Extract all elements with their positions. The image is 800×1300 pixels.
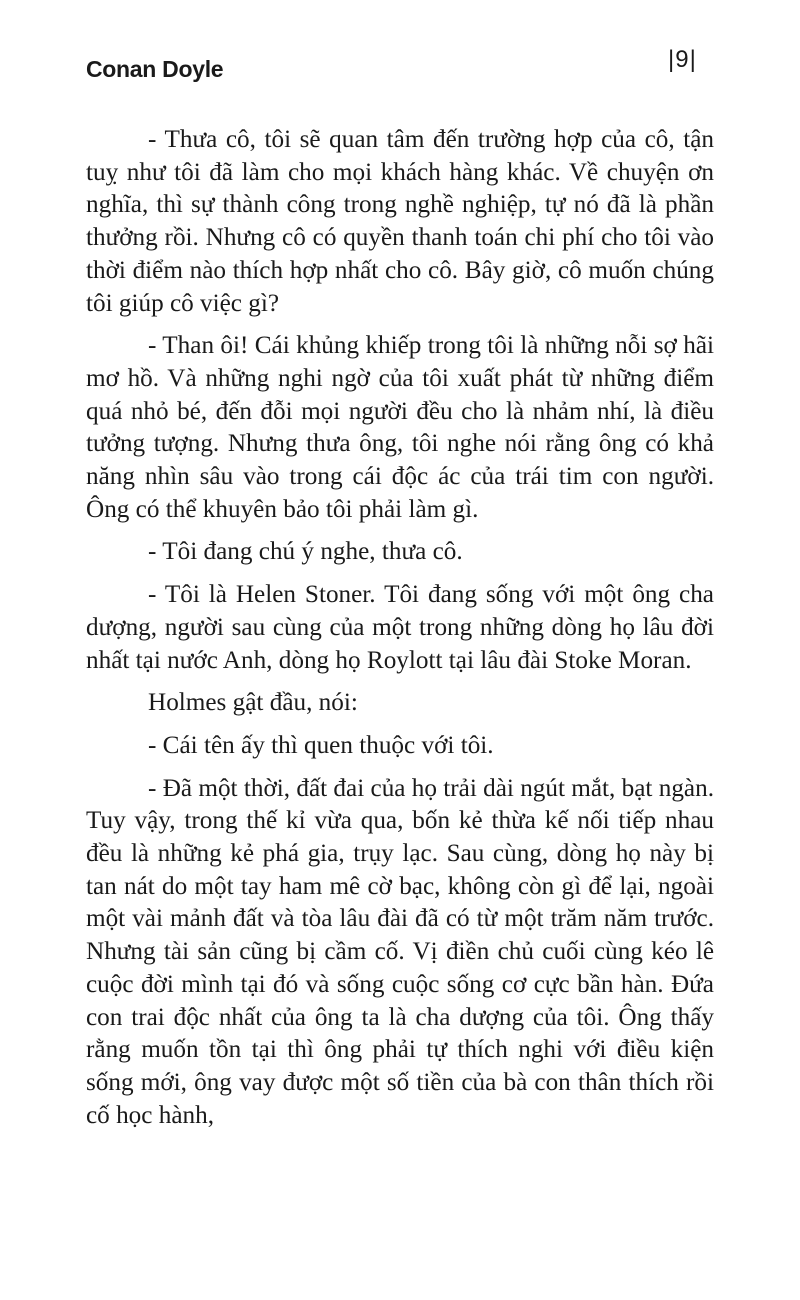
paragraph: - Than ôi! Cái khủng khiếp trong tôi là những nỗi sợ hãi mơ hồ. Và những nghi ngờ của tôi xuất phát từ những điểm quá nhỏ bé, đến đỗi mọi người đều cho là nhảm nhí, là điều tưởng tượng. Nhưng thưa ông, tôi nghe nói rằng ông có khả năng nhìn sâu vào trong cái độc ác của trái tim con người. Ông có thể khuyên bảo tôi phải làm gì. <box>86 332 714 523</box>
body-text <box>86 124 714 1132</box>
paragraph: - Đã một thời, đất đai của họ trải dài ngút mắt, bạt ngàn. Tuy vậy, trong thế kỉ vừa qua, bốn kẻ thừa kế nối tiếp nhau đều là những kẻ phá gia, trụy lạc. Sau cùng, dòng họ này bị tan nát do một tay ham mê cờ bạc, không còn gì để lại, ngoài một vài mảnh đất và tòa lâu đài đã có từ một trăm năm trước. Nhưng tài sản cũng bị cầm cố. Vị điền chủ cuối cùng kéo lê cuộc đời mình tại đó và sống cuộc sống cơ cực bần hàn. Đứa con trai độc nhất của ông ta là cha dượng của tôi. Ông thấy rằng muốn tồn tại thì ông phải tự thích nghi với điều kiện sống mới, ông vay được một số tiền của bà con thân thích rồi cố học hành, <box>86 774 714 1129</box>
running-head-author: Conan Doyle <box>86 56 224 82</box>
paragraph: - Tôi là Helen Stoner. Tôi đang sống với một ông cha dượng, người sau cùng của một trong những dòng họ lâu đời nhất tại nước Anh, dòng họ Roylott tại lâu đài Stoke Moran. <box>86 581 714 674</box>
paragraph: - Cái tên ấy thì quen thuộc với tôi. <box>148 731 494 759</box>
paragraph: - Thưa cô, tôi sẽ quan tâm đến trường hợp của cô, tận tuỵ như tôi đã làm cho mọi khách hàng khác. Về chuyện ơn nghĩa, thì sự thành công trong nghề nghiệp, tự nó đã là phần thưởng rồi. Nhưng cô có quyền thanh toán chi phí cho tôi vào thời điểm nào thích hợp nhất cho cô. Bây giờ, cô muốn chúng tôi giúp cô việc gì? <box>86 126 714 317</box>
paragraph: - Tôi đang chú ý nghe, thưa cô. <box>148 538 463 566</box>
paragraph: Holmes gật đầu, nói: <box>148 689 358 717</box>
page-number: |9| <box>668 46 697 73</box>
